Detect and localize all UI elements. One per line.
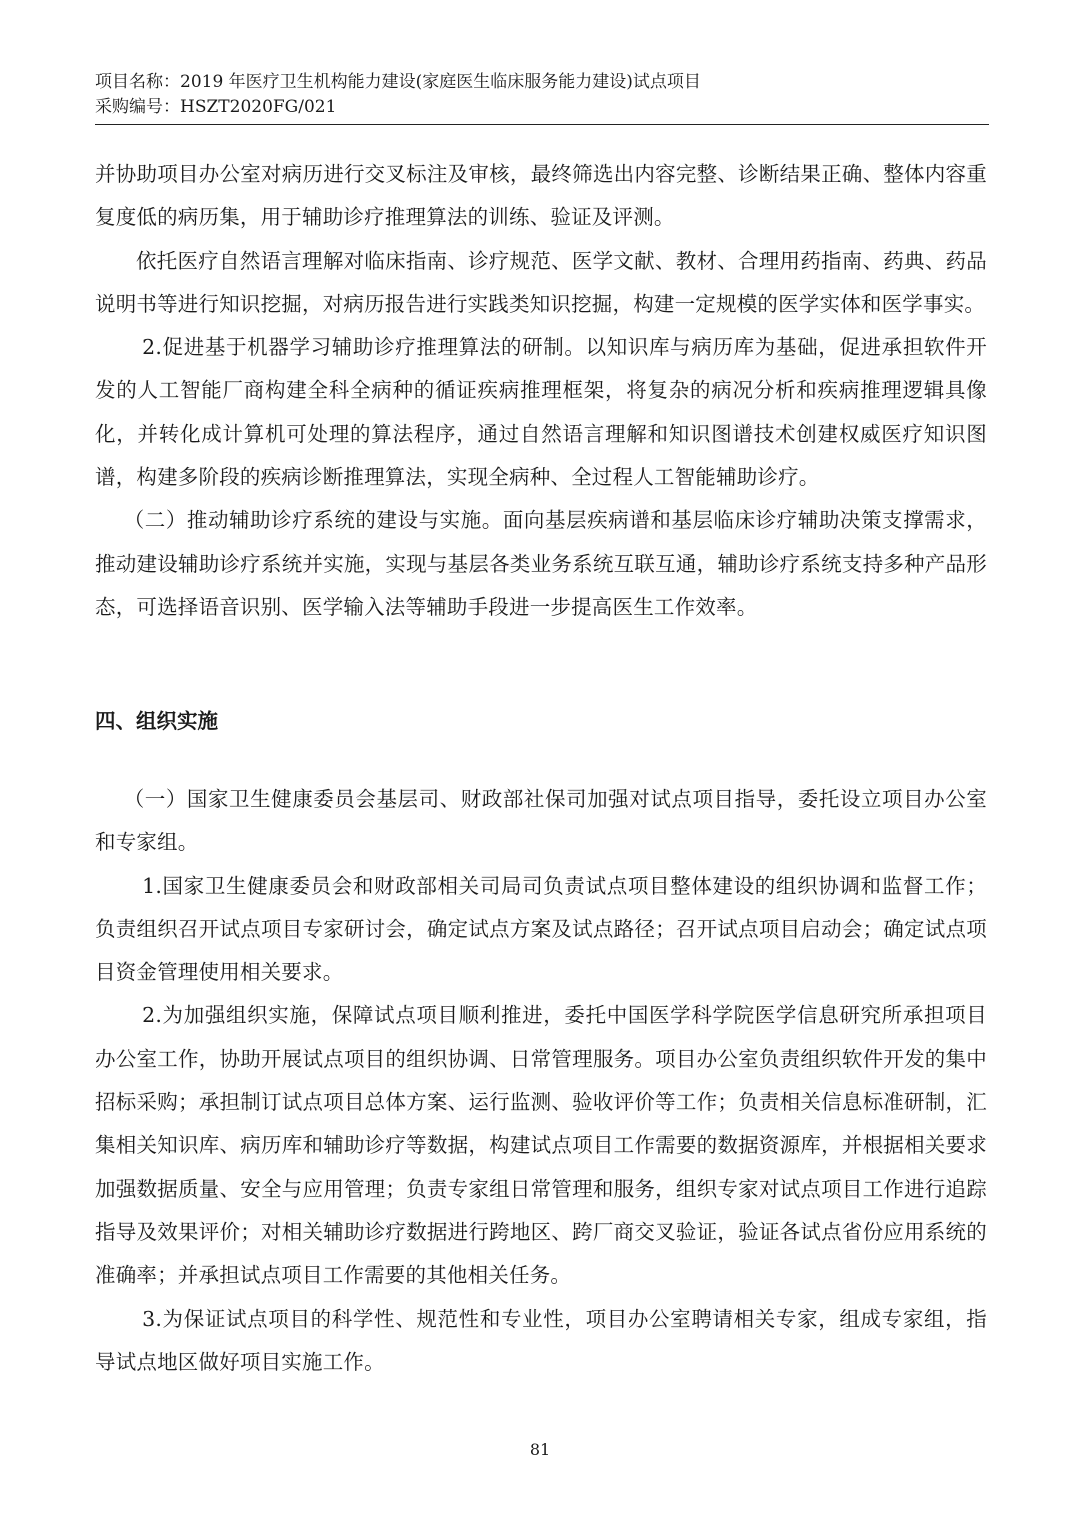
body-text-part2 (95, 778, 987, 1384)
procurement-number: 采购编号：HSZT2020FG/021 (95, 97, 337, 117)
paragraph: （二）推动辅助诊疗系统的建设与实施。面向基层疾病谱和基层临床诊疗辅助决策支撑需求，推动建设辅助诊疗系统并实施，实现与基层各类业务系统互联互通，辅助诊疗系统支持多种产品形态，可选择语音识别、医学输入法等辅助手段进一步提高医生工作效率。 (95, 508, 987, 619)
page-number: 81 (529, 1440, 551, 1459)
paragraph: 2.促进基于机器学习辅助诊疗推理算法的研制。以知识库与病历库为基础，促进承担软件开发的人工智能厂商构建全科全病种的循证疾病推理框架，将复杂的病况分析和疾病推理逻辑具像化，并转化成计算机可处理的算法程序，通过自然语言理解和知识图谱技术创建权威医疗知识图谱，构建多阶段的疾病诊断推理算法，实现全病种、全过程人工智能辅助诊疗。 (95, 335, 987, 490)
project-name: 项目名称：2019 年医疗卫生机构能力建设(家庭医生临床服务能力建设)试点项目 (95, 72, 701, 92)
section-heading: 四、组织实施 (95, 709, 218, 733)
paragraph: 并协助项目办公室对病历进行交叉标注及审核，最终筛选出内容完整、诊断结果正确、整体内容重复度低的病历集，用于辅助诊疗推理算法的训练、验证及评测。 (95, 162, 987, 230)
page-header (95, 70, 990, 120)
paragraph: 1.国家卫生健康委员会和财政部相关司局司负责试点项目整体建设的组织协调和监督工作；负责组织召开试点项目专家研讨会，确定试点方案及试点路径；召开试点项目启动会；确定试点项目资金管理使用相关要求。 (95, 873, 987, 985)
paragraph: 3.为保证试点项目的科学性、规范性和专业性，项目办公室聘请相关专家，组成专家组，指导试点地区做好项目实施工作。 (95, 1306, 987, 1374)
paragraph: （一）国家卫生健康委员会基层司、财政部社保司加强对试点项目指导，委托设立项目办公室和专家组。 (95, 787, 987, 855)
header-divider (95, 124, 989, 125)
paragraph: 2.为加强组织实施，保障试点项目顺利推进，委托中国医学科学院医学信息研究所承担项目办公室工作，协助开展试点项目的组织协调、日常管理服务。项目办公室负责组织软件开发的集中招标采购；承担制订试点项目总体方案、运行监测、验收评价等工作；负责相关信息标准研制，汇集相关知识库、病历库和辅助诊疗等数据，构建试点项目工作需要的数据资源库，并根据相关要求加强数据质量、安全与应用管理；负责专家组日常管理和服务，组织专家对试点项目工作进行追踪指导及效果评价；对相关辅助诊疗数据进行跨地区、跨厂商交叉验证，验证各试点省份应用系统的准确率；并承担试点项目工作需要的其他相关任务。 (95, 1003, 987, 1288)
paragraph: 依托医疗自然语言理解对临床指南、诊疗规范、医学文献、教材、合理用药指南、药典、药品说明书等进行知识挖掘，对病历报告进行实践类知识挖掘，构建一定规模的医学实体和医学事实。 (95, 248, 987, 316)
body-text-part1 (95, 153, 987, 629)
